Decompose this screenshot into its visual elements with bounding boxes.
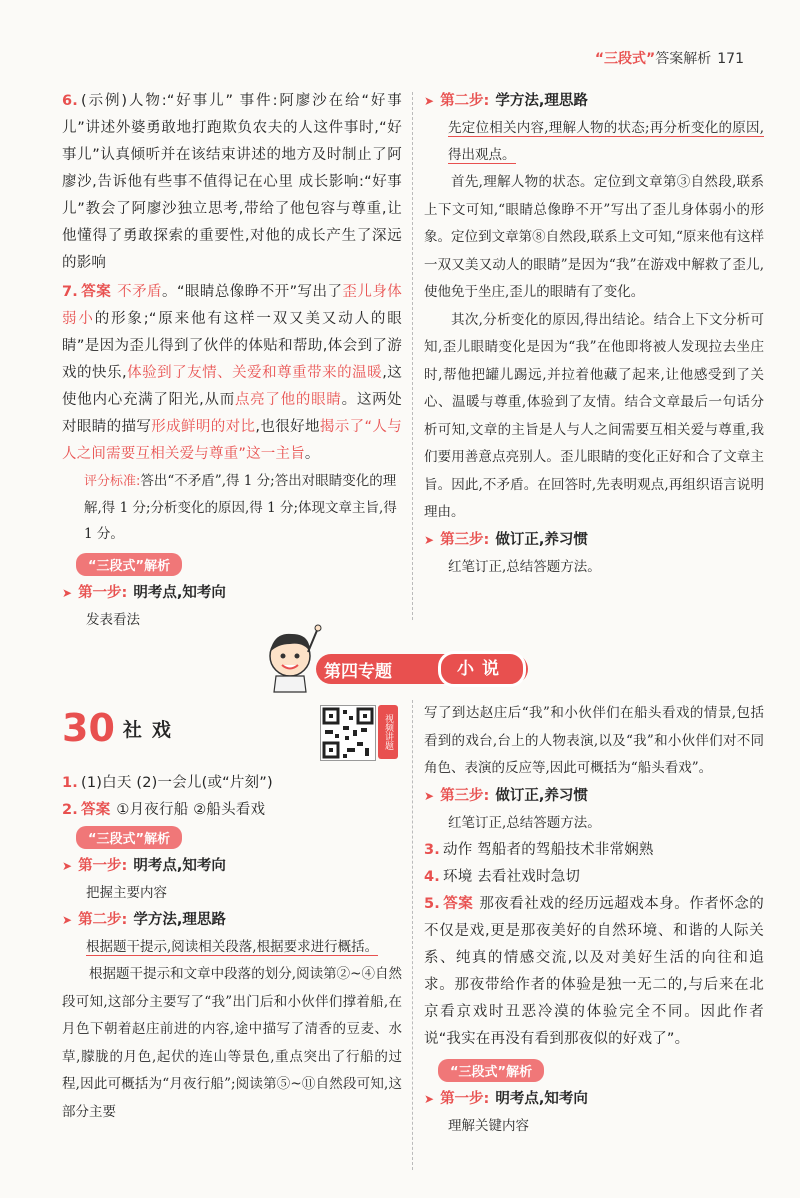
arrow-icon: ➤ (424, 532, 435, 547)
answer-highlight: 点亮了他的眼睛 (234, 392, 342, 408)
answer-text: 。这两处对眼睛的描写 (62, 392, 402, 435)
question-6 (62, 88, 402, 277)
question-7 (62, 279, 402, 468)
topic-title: 小说 (438, 651, 526, 687)
question-number: 1. (62, 775, 78, 791)
explanation-paragraph: 根据题干提示和文章中段落的划分,阅读第②~④自然段可知,这部分主要写了“我”出门后和小伙伴们撑着船,在月色下朝着赵庄前进的内容,途中描写了清香的豆麦、水草,朦胧的月色,起伏的连山等景色,重点突出了行船的过程,因此可概括为“月夜行船”;阅读第⑤~⑪自然段可知,这部分主要 (62, 966, 402, 1120)
answer-text: ,也很好地 (255, 419, 320, 435)
topic-banner (260, 648, 560, 690)
step-note: 发表看法 (86, 612, 140, 628)
question-4-text: 环境 去看社戏时急切 (443, 868, 581, 885)
question-number: 4. (424, 868, 440, 885)
step-label: 第一步: (440, 1090, 490, 1107)
section-number: 30 (62, 706, 115, 750)
step-note-text: 根据题干提示,阅读相关段落,根据要求进行概括。 (86, 939, 379, 955)
step-3 (424, 527, 764, 554)
header-title: 答案解析 (655, 51, 712, 67)
explanation-paragraph: 其次,分析变化的原因,得出结论。结合上下文分析可知,歪儿眼睛变化是因为“我”在他即将被人发现拉去坐庄时,帮他把罐儿踢远,并拉着他藏了起来,让他感受到了关心、温暖与尊重,体验到了友情。结合文章最后一句话分析可知,文章的主旨是人与人之间需要互相关爱与尊重,我们要用善意点亮别人。歪儿眼睛的变化正好和合了文章主旨。因此,不矛盾。在回答时,先表明观点,再组织语言说明理由。 (424, 311, 764, 520)
question-2 (62, 797, 402, 824)
analysis-tag: “三段式”解析 (438, 1059, 544, 1082)
answer-highlight: 歪儿身体弱小 (62, 284, 402, 327)
explanation-paragraph: 首先,理解人物的状态。定位到文章第③自然段,联系上下文可知,“眼睛总像睁不开”写出了歪儿身体弱小的形象。定位到文章第⑧自然段,联系上文可知,“原来他有这样一双又美又动人的眼睛”是因为“我”在游戏中解救了歪儿,使他免于坐庄,歪儿的眼睛有了变化。 (424, 174, 764, 300)
step-2 (424, 88, 764, 115)
arrow-icon: ➤ (62, 586, 73, 600)
header-highlight: “三段式” (594, 51, 656, 67)
column-divider-bottom (412, 700, 413, 1170)
arrow-icon: ➤ (424, 788, 435, 803)
question-6-text: (示例)人物:“好事儿” 事件:阿廖沙在给“好事儿”讲述外婆勇敢地打跑欺负农夫的人这件事时,“好事儿”认真倾听并在该结束讲述的地方及时制止了阿廖沙,告诉他有些事不值得记在心里 成长影响:“好事儿”教会了阿廖沙独立思考,带给了他包容与尊重,让他懂得了勇敢探索的重要性,对他的成长产生了深远的影响 (62, 93, 402, 271)
answer-highlight: 形成鲜明的对比 (151, 419, 256, 435)
step-note: 红笔订正,总结答题方法。 (448, 814, 601, 831)
answer-label: 答案 (81, 284, 112, 300)
step-label: 第一步: (78, 585, 128, 601)
question-4 (424, 864, 764, 891)
answer-text: 。 (304, 446, 320, 462)
answer-highlight: 揭示了“人与人之间需要互相关爱与尊重”这一主旨 (62, 419, 403, 462)
question-3-text: 动作 驾船者的驾船技术非常娴熟 (443, 841, 654, 858)
scoring-standard (62, 468, 402, 547)
arrow-icon: ➤ (62, 859, 73, 873)
question-5-text: 那夜看社戏的经历远超戏本身。作者怀念的不仅是戏,更是那夜美好的自然环境、和谐的人际关系、纯真的情感交流,以及对美好生活的向往和追求。那夜带给作者的体验是独一无二的,与后来在北京看京戏时丑恶冷漠的体验完全不同。因此作者说“我实在再没有看到那夜似的好戏了”。 (424, 895, 764, 1047)
step-label: 第三步: (440, 531, 490, 548)
step-title: 学方法,理思路 (133, 912, 226, 928)
question-number: 7. (62, 284, 78, 300)
step-label: 第三步: (440, 787, 490, 804)
explanation-paragraph: 写了到达赵庄后“我”和小伙伴们在船头看戏的情景,包括看到的戏台,台上的人物表演,以及“我”和小伙伴们对不同角色、表演的反应等,因此可概括为“船头看戏”。 (424, 705, 764, 776)
answer-label: 答案 (81, 802, 111, 818)
answer-text: 。“眼睛总像睁不开”写出了 (162, 284, 343, 300)
left-column-top (62, 88, 402, 634)
step-1 (62, 853, 402, 880)
step-label: 第二步: (440, 93, 490, 109)
analysis-tag: “三段式”解析 (76, 553, 182, 576)
step-note (62, 934, 402, 961)
step-label: 第一步: (78, 858, 128, 874)
arrow-icon: ➤ (62, 913, 73, 927)
answer-highlight: 不矛盾 (117, 284, 163, 300)
question-5 (424, 891, 764, 1053)
answer-text: ,这使他内心充满了阳光,从而 (62, 365, 402, 408)
step-label: 第二步: (78, 912, 128, 928)
qr-code-icon[interactable] (320, 705, 376, 761)
answer-label: 答案 (443, 895, 474, 912)
left-column-bottom (62, 770, 402, 1126)
step-1 (62, 580, 402, 607)
page-number: 171 (717, 51, 744, 67)
column-divider-top (412, 92, 413, 620)
question-2-text: ①月夜行船 ②船头看戏 (116, 802, 266, 818)
step-title: 做订正,养习惯 (495, 531, 588, 548)
step-title: 做订正,养习惯 (495, 787, 588, 804)
answer-highlight: 体验到了友情、关爱和尊重带来的温暖 (126, 365, 383, 381)
section-title: 社戏 (122, 718, 181, 741)
page-header (595, 48, 744, 68)
step-note: 把握主要内容 (86, 885, 167, 901)
step-3 (424, 783, 764, 810)
arrow-icon: ➤ (424, 94, 435, 108)
question-number: 2. (62, 802, 78, 818)
answer-text: 的形象;“原来他有这样一双又美又动人的眼睛”是因为歪儿得到了伙伴的体贴和帮助,体会到了游戏的快乐, (62, 311, 402, 381)
question-number: 5. (424, 895, 440, 912)
question-3 (424, 837, 764, 864)
arrow-icon: ➤ (424, 1091, 435, 1106)
step-note-text: 先定位相关内容,理解人物的状态;再分析变化的原因,得出观点。 (448, 120, 764, 163)
topic-label: 第四专题 (324, 662, 392, 682)
step-title: 明考点,知考向 (133, 585, 226, 601)
step-1 (424, 1086, 764, 1113)
right-column-top (424, 88, 764, 581)
step-title: 明考点,知考向 (495, 1090, 588, 1107)
step-note: 理解关键内容 (448, 1117, 529, 1134)
question-number: 6. (62, 93, 78, 109)
right-column-bottom (424, 700, 764, 1140)
boy-mascot-icon (260, 622, 324, 694)
step-title: 明考点,知考向 (133, 858, 226, 874)
video-label[interactable]: 视频讲题 (378, 705, 398, 759)
scoring-label: 评分标准: (84, 474, 141, 489)
scoring-text: 答出“不矛盾”,得 1 分;答出对眼睛变化的理解,得 1 分;分析变化的原因,得 1 分;体现文章主旨,得 1 分。 (84, 473, 397, 542)
step-title: 学方法,理思路 (495, 93, 588, 109)
question-number: 3. (424, 841, 440, 858)
question-1 (62, 770, 402, 797)
analysis-tag: “三段式”解析 (76, 826, 182, 849)
step-note: 红笔订正,总结答题方法。 (448, 558, 601, 575)
step-note (424, 115, 764, 169)
step-2 (62, 907, 402, 934)
question-1-text: (1)白天 (2)一会儿(或“片刻”) (81, 775, 273, 791)
